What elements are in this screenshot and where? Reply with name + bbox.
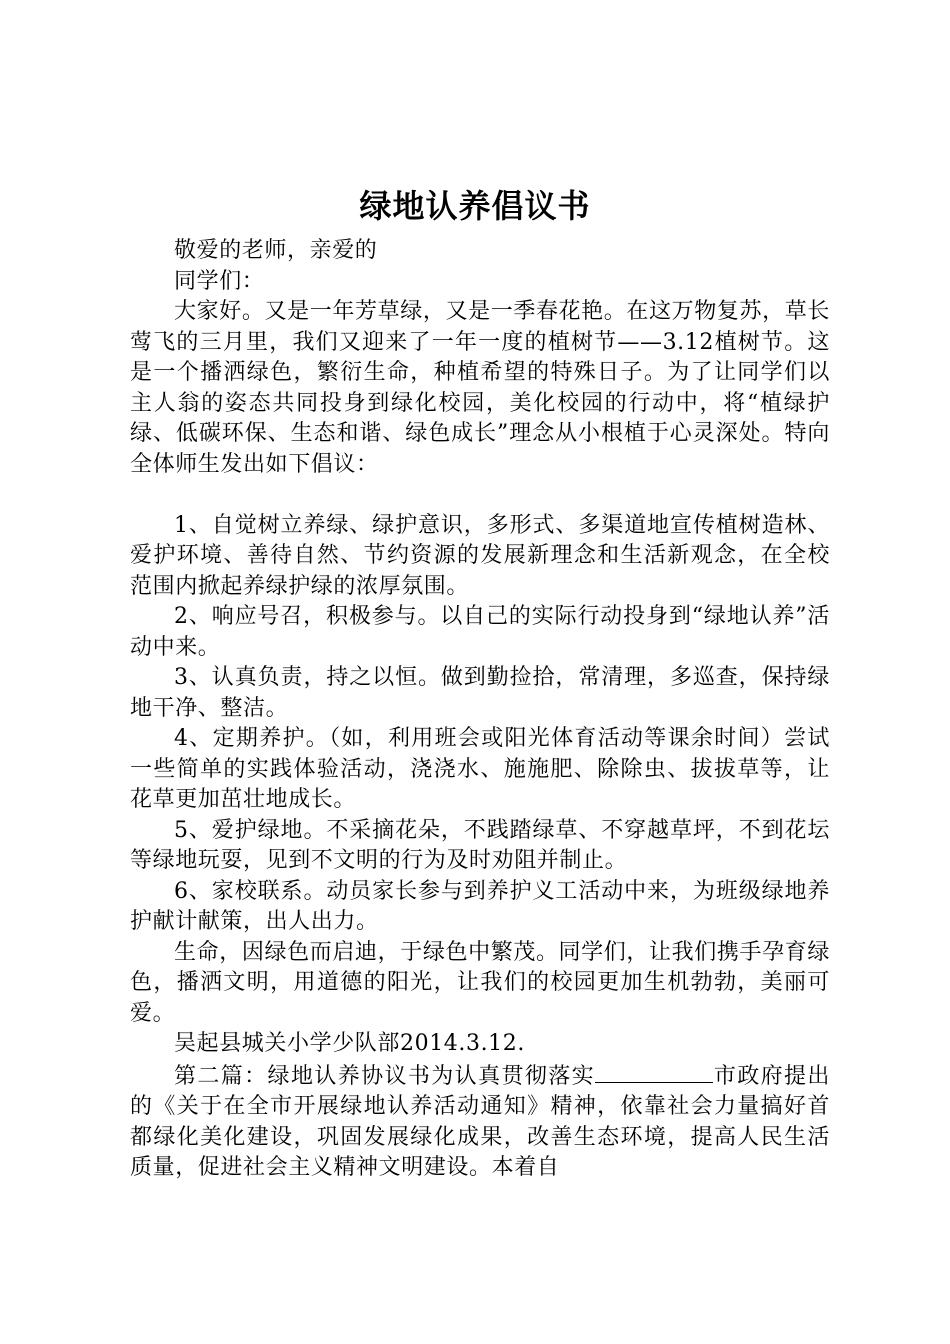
proposal-item-5: 5、爱护绿地。不采摘花朵，不践踏绿草、不穿越草坪，不到花坛等绿地玩耍，见到不文明的行为及时劝阻并制止。 <box>130 817 830 873</box>
salutation-line-1: 敬爱的老师，亲爱的 <box>174 238 378 263</box>
part-two-lead-text: 第二篇：绿地认养协议书为认真贯彻落实 <box>174 1063 596 1089</box>
intro-paragraph: 大家好。又是一年芳草绿，又是一季春花艳。在这万物复苏，草长莺飞的三月里，我们又迎来了一年一度的植树节——3.12植树节。这是一个播洒绿色，繁衍生命，种植希望的特殊日子。为了让同学们以主人翁的姿态共同投身到绿化校园，美化校园的行动中，将“植绿护绿、低碳环保、生态和谐、绿色成长”理念从小根植于心灵深处。特向全体师生发出如下倡议： <box>130 299 830 477</box>
paragraph-gap <box>130 480 830 511</box>
proposal-item-4: 4、定期养护。（如，利用班会或阳光体育活动等课余时间）尝试一些简单的实践体验活动，浇浇水、施施肥、除除虫、拔拔草等，让花草更加茁壮地成长。 <box>130 726 830 812</box>
proposal-item-6: 6、家校联系。动员家长参与到养护义工活动中来，为班级绿地养护献计献策，出人出力。 <box>130 878 830 934</box>
part-two-body-text: 市政府提出的《关于在全市开展绿地认养活动通知》精神，依靠社会力量搞好首都绿化美化建设，巩固发展绿化成果，改善生态环境，提高人民生活质量，促进社会主义精神文明建设。本着自 <box>130 1063 830 1180</box>
proposal-item-3: 3、认真负责，持之以恒。做到勤捡拾，常清理，多巡查，保持绿地干净、整洁。 <box>130 665 830 721</box>
document-body <box>130 236 830 1184</box>
closing-paragraph: 生命，因绿色而启迪，于绿色中繁茂。同学们，让我们携手孕育绿色，播洒文明，用道德的阳光，让我们的校园更加生机勃勃，美丽可爱。 <box>130 939 830 1026</box>
fill-in-blank <box>595 1060 713 1083</box>
signature-line: 吴起县城关小学少队部2014.3.12. <box>174 1031 525 1056</box>
part-two-paragraph <box>130 1060 830 1184</box>
salutation-line-2: 同学们： <box>174 268 265 294</box>
proposal-item-1: 1、自觉树立养绿、绿护意识，多形式、多渠道地宣传植树造林、爱护环境、善待自然、节约资源的发展新理念和生活新观念，在全校范围内掀起养绿护绿的浓厚氛围。 <box>130 512 830 599</box>
document-title: 绿地认养倡议书 <box>359 187 591 225</box>
proposal-item-2: 2、响应号召，积极参与。以自己的实际行动投身到“绿地认养”活动中来。 <box>130 604 830 660</box>
